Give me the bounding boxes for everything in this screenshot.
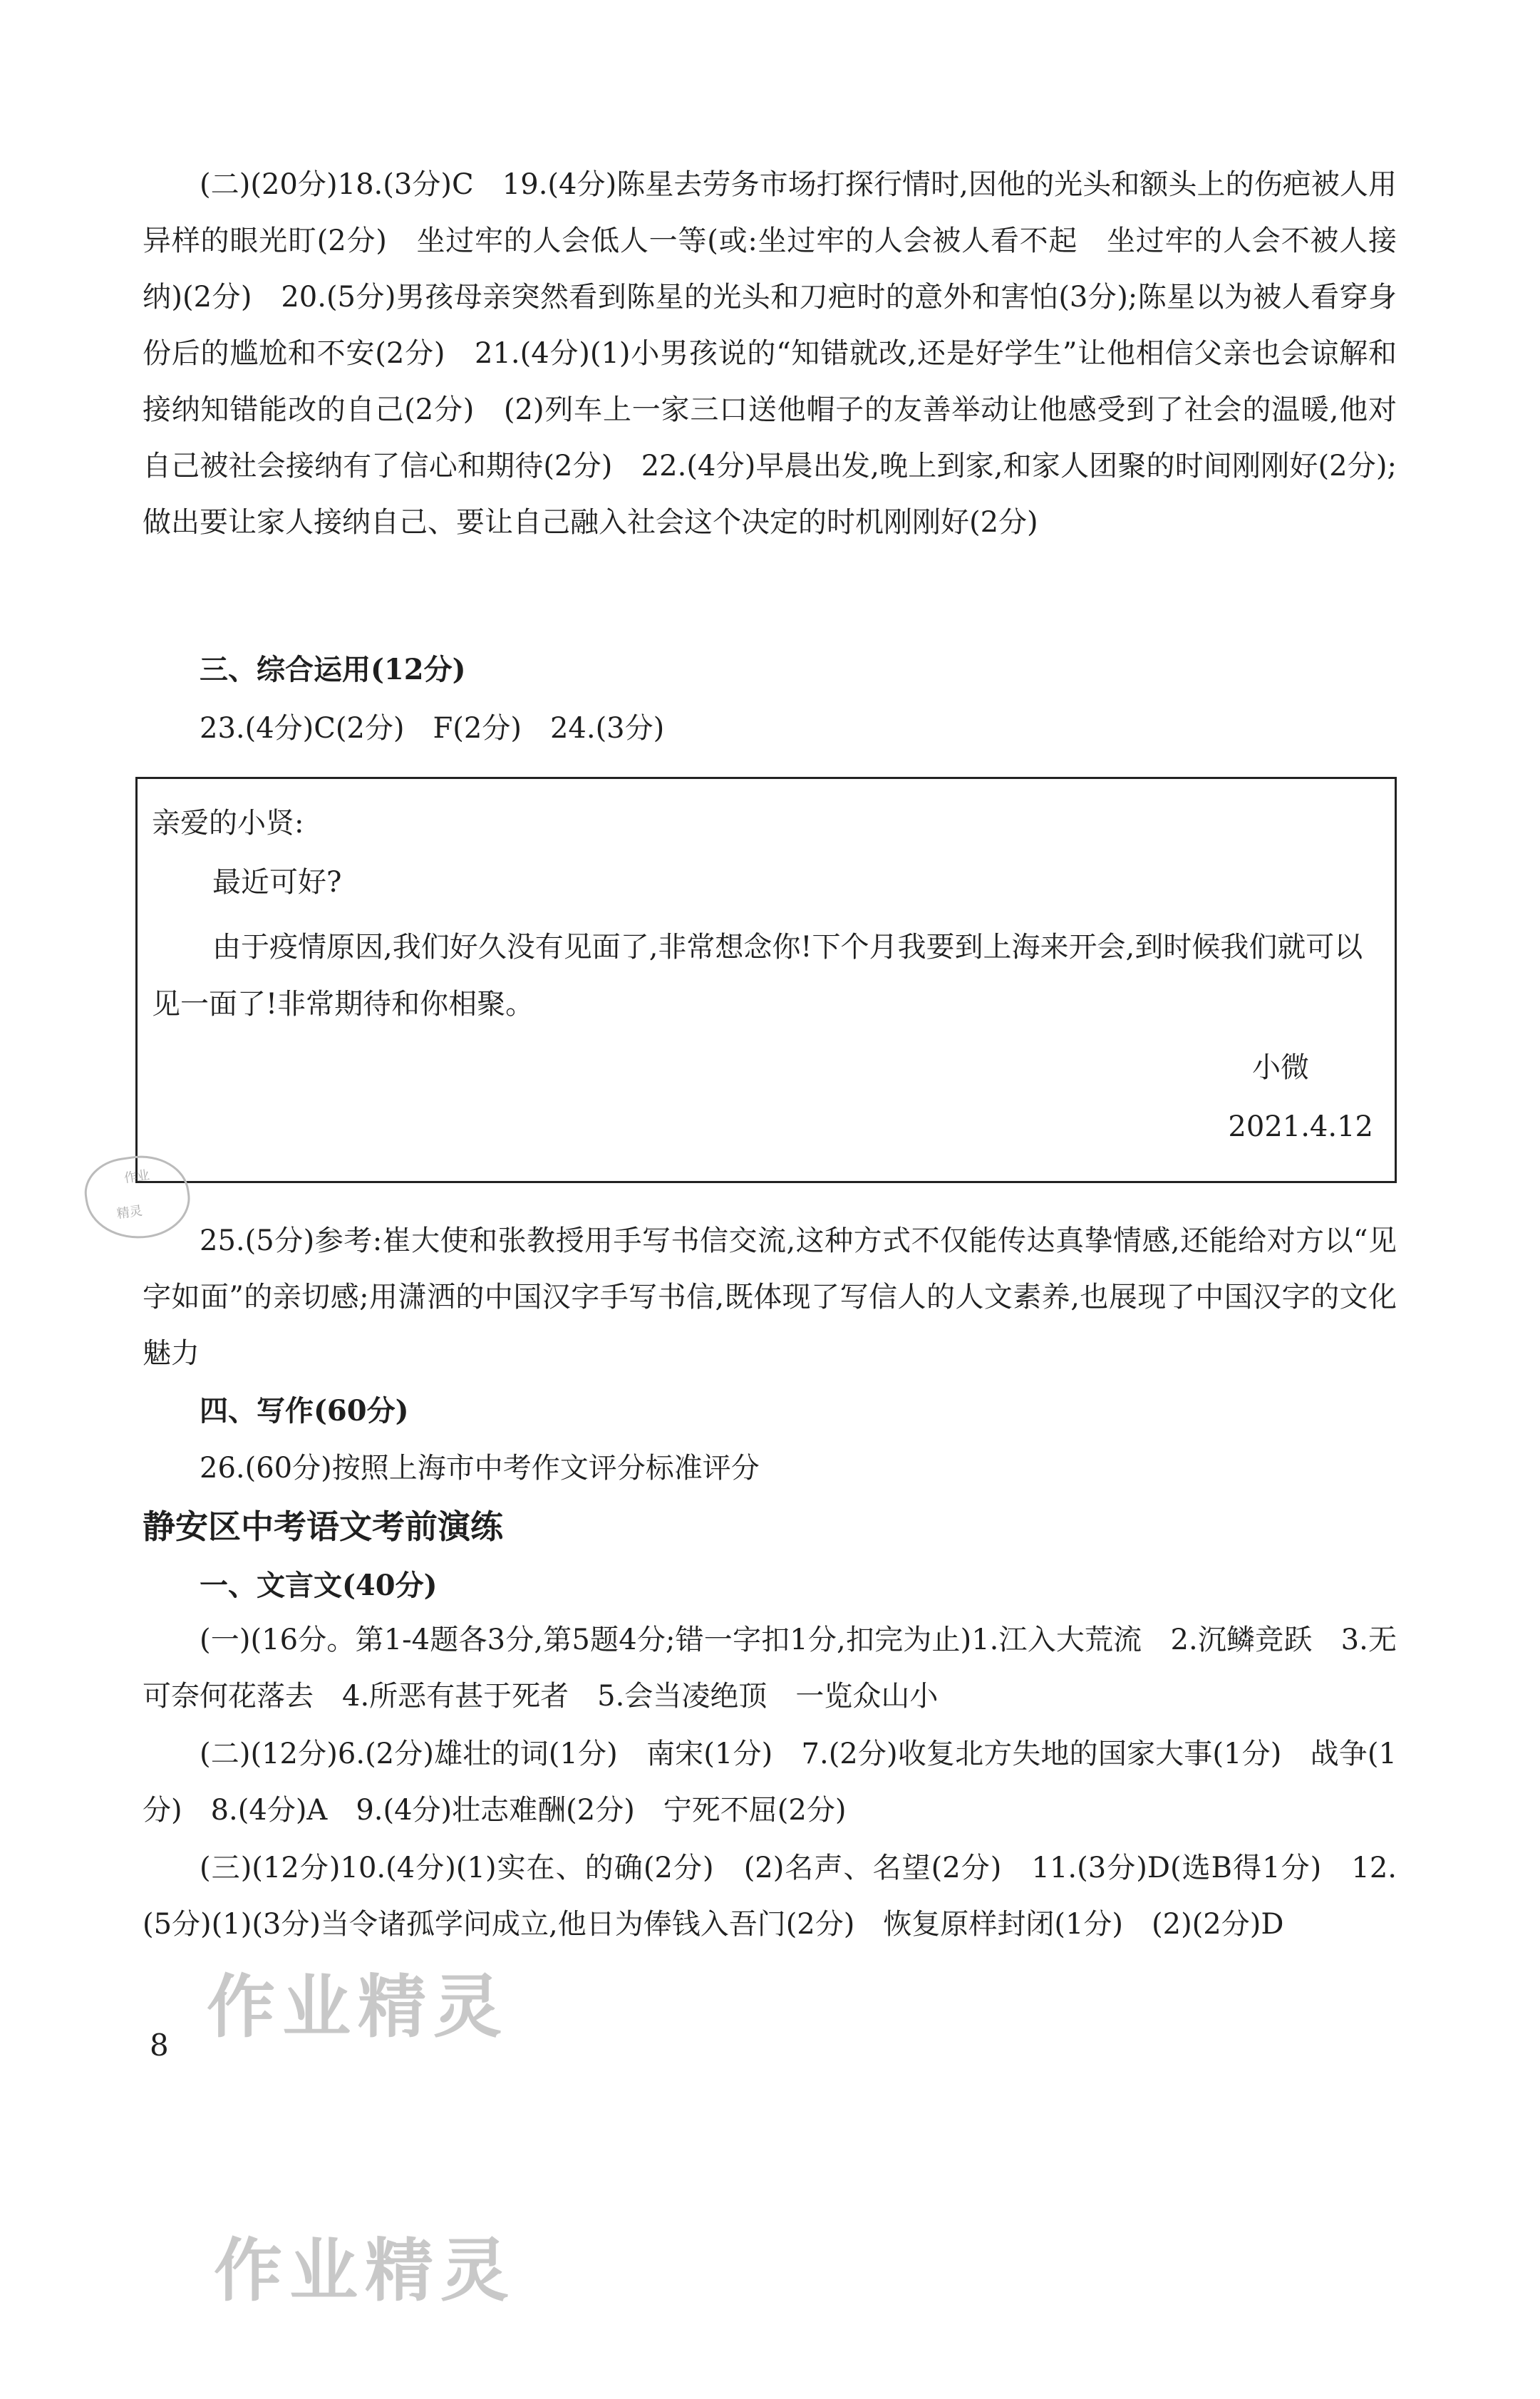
- letter-box: [135, 777, 1397, 1183]
- section-heading-classical: 一、文言文(40分): [200, 1569, 438, 1602]
- letter-greeting: 亲爱的小贤:: [152, 807, 304, 840]
- letter-body: 由于疫情原因,我们好久没有见面了,非常想念你!下个月我要到上海来开会,到时候我们就可以见一面了!非常期待和你相聚。: [152, 931, 1363, 1021]
- stamp-text-top: 作业: [123, 1167, 151, 1187]
- section-heading-writing: 四、写作(60分): [200, 1394, 409, 1428]
- letter-opening: 最近可好?: [212, 866, 342, 899]
- watermark-bottom: 作业精灵: [214, 2231, 516, 2311]
- letter-signature: 小微: [1252, 1051, 1309, 1084]
- watermark-top: 作业精灵: [207, 1967, 509, 2047]
- answer-paragraph-part2: (二)(20分)18.(3分)C 19.(4分)陈星去劳务市场打探行情时,因他的光头和额头上的伤疤被人用异样的眼光盯(2分) 坐过牢的人会低人一等(或:坐过牢的人会被人看不起 坐过牢的人会不被人接纳)(2分) 20.(5分)男孩母亲突然看到陈星的光头和刀疤时的意外和害怕(3分);陈星以为被人看穿身份后的尴尬和不安(2分) 21.(4分)(1)小男孩说的“知错就改,还是好学生”让他相信父亲也会谅解和接纳知错能改的自己(2分) (2)列车上一家三口送他帽子的友善举动让他感受到了社会的温暖,他对自己被社会接纳有了信心和期待(2分) 22.(4分)早晨出发,晚上到家,和家人团聚的时间刚刚好(2分);做出要让家人接纳自己、要让自己融入社会这个决定的时机刚刚好(2分): [143, 168, 1397, 539]
- answer-line-23-24: 23.(4分)C(2分) F(2分) 24.(3分): [200, 712, 665, 745]
- answer-paragraph-25: 25.(5分)参考:崔大使和张教授用手写书信交流,这种方式不仅能传达真挚情感,还能给对方以“见字如面”的亲切感;用潇洒的中国汉字手写书信,既体现了写信人的人文素养,也展现了中国汉字的文化魅力: [143, 1224, 1397, 1370]
- section-title: 静安区中考语文考前演练: [143, 1507, 503, 1546]
- section-heading-comprehensive: 三、综合运用(12分): [200, 653, 466, 686]
- answer-paragraph-b: (二)(12分)6.(2分)雄壮的词(1分) 南宋(1分) 7.(2分)收复北方失地的国家大事(1分) 战争(1分) 8.(4分)A 9.(4分)壮志难酬(2分) 宁死不屈(2分): [143, 1738, 1397, 1827]
- stamp-text-bottom: 精灵: [115, 1203, 144, 1222]
- answer-line-26: 26.(60分)按照上海市中考作文评分标准评分: [200, 1452, 760, 1485]
- letter-date: 2021.4.12: [1228, 1110, 1373, 1143]
- answer-paragraph-c: (三)(12分)10.(4分)(1)实在、的确(2分) (2)名声、名望(2分) 11.(3分)D(选B得1分) 12.(5分)(1)(3分)当令诸孤学问成立,他日为俸钱入吾门(2分) 恢复原样封闭(1分) (2)(2分)D: [143, 1852, 1397, 1941]
- page-number: 8: [150, 2028, 169, 2063]
- answer-paragraph-a: (一)(16分。第1-4题各3分,第5题4分;错一字扣1分,扣完为止)1.江入大荒流 2.沉鳞竞跃 3.无可奈何花落去 4.所恶有甚于死者 5.会当凌绝顶 一览众山小: [143, 1624, 1397, 1713]
